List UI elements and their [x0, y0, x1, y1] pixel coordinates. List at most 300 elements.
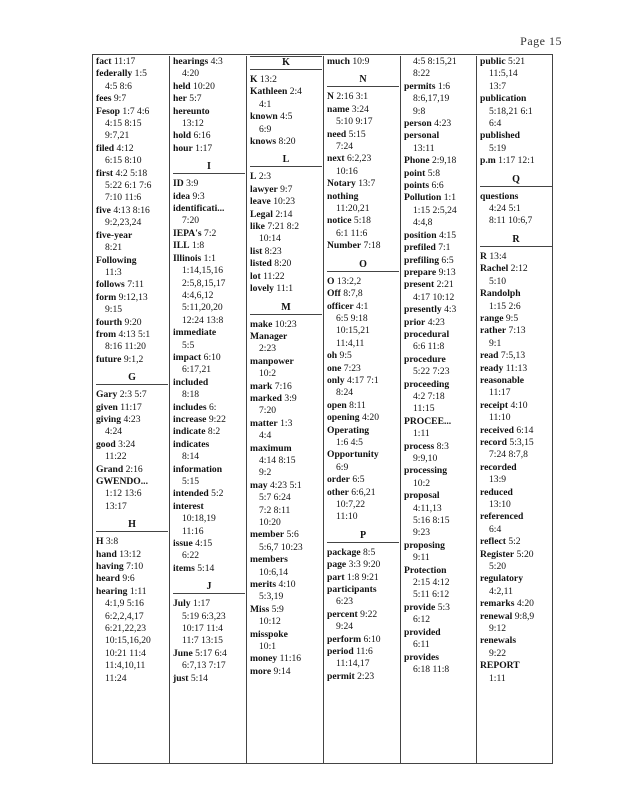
index-word: reasonable — [480, 374, 525, 386]
index-word: nothing — [327, 190, 359, 202]
index-word: present — [404, 279, 435, 291]
index-refs: 4:15 — [438, 229, 456, 241]
index-entry — [173, 81, 249, 93]
index-entry — [480, 263, 556, 275]
index-refs: 4:13 5:1 — [118, 328, 151, 340]
index-refs: 2:4 — [289, 86, 302, 98]
index-entry — [404, 230, 480, 242]
index-word: next — [327, 153, 345, 165]
index-refs: 7:23 — [343, 362, 361, 374]
section-letter: M — [250, 302, 322, 315]
index-word: receipt — [480, 399, 509, 411]
index-word: five — [96, 204, 111, 216]
index-word: H — [96, 536, 104, 548]
index-entry — [173, 178, 249, 190]
index-word: Notary — [327, 178, 356, 190]
index-word: five-year — [96, 229, 133, 241]
index-word: Grand — [96, 463, 124, 475]
index-entry-refs: 6:22 — [182, 550, 200, 562]
index-refs: 11:6 — [356, 646, 373, 658]
index-word: indicate — [173, 426, 206, 438]
index-refs: 11:17 — [120, 401, 142, 413]
index-word: Phone — [404, 155, 430, 167]
index-word: fees — [96, 93, 112, 105]
index-entry-refs: 4:4,6,12 — [182, 289, 214, 301]
index-word: prefiled — [404, 242, 436, 254]
index-entry — [250, 86, 326, 98]
index-entry-refs: 8:24 — [336, 387, 354, 399]
index-refs: 2:9,18 — [432, 155, 457, 167]
index-entry — [404, 81, 480, 93]
index-refs: 3:24 — [118, 438, 136, 450]
index-word: permits — [404, 80, 436, 92]
index-entry — [250, 196, 326, 208]
index-refs: 10:23 — [274, 318, 297, 330]
index-entry-refs: 10:1 — [259, 641, 277, 653]
index-entry-refs: 4:4,8 — [413, 217, 433, 229]
index-word: Opportunity — [327, 449, 379, 461]
index-word: indicates — [173, 438, 210, 450]
index-word: maximum — [250, 442, 292, 454]
index-word: Legal — [250, 208, 273, 220]
index-entry-refs: 6:18 11:8 — [413, 663, 450, 675]
index-refs: 9:8,9 — [514, 610, 535, 622]
index-entry — [327, 153, 403, 165]
index-word: manpower — [250, 355, 294, 367]
index-entry — [480, 93, 556, 105]
index-entry — [173, 327, 249, 339]
index-entry — [327, 240, 403, 252]
index-entry — [96, 317, 172, 329]
index-word: leave — [250, 196, 271, 208]
index-entry — [96, 292, 172, 304]
index-entry-refs: 1:11 — [489, 672, 506, 684]
index-word: Pollution — [404, 192, 442, 204]
index-entry-refs: 5:6,7 10:23 — [259, 541, 303, 553]
index-entry — [96, 205, 172, 217]
index-entry-refs: 10:16 — [336, 165, 358, 177]
index-entry-refs: 8:16 11:20 — [105, 341, 146, 353]
index-word: reflect — [480, 536, 506, 548]
index-word: just — [173, 672, 189, 684]
index-entry — [250, 331, 326, 343]
index-word: held — [173, 80, 191, 92]
index-entry — [250, 271, 326, 283]
index-word: other — [327, 486, 349, 498]
index-entry — [404, 255, 480, 267]
index-word: misspoke — [250, 628, 288, 640]
index-entry — [480, 155, 556, 167]
index-word: Off — [327, 288, 341, 300]
index-entry — [173, 93, 249, 105]
index-entry — [96, 573, 172, 585]
index-refs: 4:10 — [510, 399, 528, 411]
index-word: her — [173, 93, 187, 105]
index-entry — [404, 354, 480, 366]
index-refs: 4:13 8:16 — [113, 204, 150, 216]
index-entry — [96, 414, 172, 426]
index-word: June — [173, 647, 193, 659]
index-word: remarks — [480, 598, 515, 610]
index-entry — [173, 56, 249, 68]
index-entry — [96, 464, 172, 476]
index-refs: 2:16 3:1 — [336, 91, 369, 103]
index-word: intended — [173, 488, 209, 500]
index-entry-refs: 5:3,19 — [259, 591, 284, 603]
index-entry-refs: 11:10 — [336, 511, 358, 523]
index-word: person — [404, 118, 432, 130]
index-entry — [96, 389, 172, 401]
index-entry-refs: 11:10 — [489, 412, 511, 424]
index-word: process — [404, 440, 435, 452]
index-entry — [404, 118, 480, 130]
index-refs: 2:14 — [275, 208, 293, 220]
index-word: prior — [404, 316, 426, 328]
index-entry-refs: 5:18,21 6:1 — [489, 105, 533, 117]
index-entry — [173, 426, 249, 438]
index-entry — [404, 652, 480, 664]
index-entry-refs: 6:5 9:18 — [336, 312, 368, 324]
index-entry — [404, 304, 480, 316]
index-entry-refs: 5:11,20,20 — [182, 302, 223, 314]
index-word: lot — [250, 270, 261, 282]
index-entry — [327, 91, 403, 103]
index-word: Randolph — [480, 288, 521, 300]
index-entry — [327, 547, 403, 559]
index-entry-refs: 11:22 — [105, 451, 127, 463]
index-entry — [173, 464, 249, 476]
index-entry — [250, 604, 326, 616]
index-entry — [404, 627, 480, 639]
index-refs: 9:6 — [122, 573, 135, 585]
index-entry — [250, 246, 326, 258]
index-entry — [480, 325, 556, 337]
index-refs: 2:16 — [125, 463, 143, 475]
index-entry-refs: 6:15 8:10 — [105, 155, 142, 167]
index-entry — [404, 242, 480, 254]
index-refs: 7:10 — [126, 561, 144, 573]
index-refs: 6:5 — [352, 474, 365, 486]
index-entry — [327, 301, 403, 313]
index-word: issue — [173, 538, 193, 550]
index-entry-refs: 11:3 — [105, 266, 122, 278]
index-entry — [327, 474, 403, 486]
index-word: hereunto — [173, 105, 210, 117]
index-refs: 4:23 — [427, 316, 445, 328]
index-entry-refs: 9:1 — [489, 337, 502, 349]
index-word: K — [250, 74, 258, 85]
index-refs: 5:7 — [189, 93, 202, 105]
index-entry-refs: 7:20 — [182, 215, 200, 227]
index-entry-refs: 6:6 11:8 — [413, 341, 445, 353]
index-refs: 8:3 — [436, 440, 449, 452]
index-word: Rachel — [480, 263, 509, 275]
index-entry-refs: 13:9 — [489, 474, 507, 486]
index-entry — [327, 425, 403, 437]
index-word: Gary — [96, 389, 118, 401]
index-refs: 5:14 — [190, 672, 208, 684]
index-refs: 1:8 — [191, 240, 205, 252]
index-word: information — [173, 463, 223, 475]
index-entry-refs: 10:7,22 — [336, 499, 366, 510]
index-entry — [480, 400, 556, 412]
index-refs: 6: — [209, 401, 217, 413]
index-entry — [250, 319, 326, 331]
index-word: may — [250, 479, 268, 491]
index-refs: 1:17 — [195, 142, 213, 154]
index-word: hearing — [96, 585, 128, 597]
index-word: O — [327, 275, 335, 287]
index-refs: 7:13 — [508, 325, 526, 337]
index-entry — [250, 579, 326, 591]
index-entry-refs: 5:10 9:17 — [336, 116, 373, 128]
index-entry-refs: 10:18,19 — [182, 513, 216, 525]
index-entry-refs: 5:5 — [182, 339, 195, 351]
index-entry — [250, 529, 326, 541]
index-entry — [404, 329, 480, 341]
index-refs: 5:21 — [508, 56, 526, 67]
index-refs: 4:20 — [516, 598, 534, 610]
index-word: fact — [96, 56, 112, 67]
index-refs: 6:14 — [516, 424, 534, 436]
index-word: personal — [404, 130, 440, 142]
index-entry-refs: 6:9 — [259, 123, 272, 135]
index-refs: 5:18 — [353, 215, 371, 227]
index-refs: 11:16 — [279, 653, 302, 665]
index-word: interest — [173, 500, 204, 512]
index-entry — [250, 283, 326, 295]
index-entry — [96, 279, 172, 291]
index-refs: 2:3 5:7 — [119, 389, 147, 401]
index-entry — [480, 251, 556, 263]
index-entry — [404, 192, 480, 204]
index-entry — [327, 646, 403, 658]
index-entry — [404, 267, 480, 279]
index-entry-refs: 10:20 — [259, 517, 281, 528]
index-word: proposal — [404, 490, 440, 502]
index-entry — [480, 288, 556, 300]
index-column-3 — [246, 56, 326, 763]
index-entry — [480, 363, 556, 375]
index-word: recorded — [480, 461, 517, 473]
index-entry-refs: 7:2 8:11 — [259, 504, 291, 516]
index-refs: 1:17 12:1 — [498, 155, 535, 167]
index-entry — [404, 416, 480, 428]
index-word: received — [480, 424, 514, 436]
index-entry — [327, 215, 403, 227]
index-entry — [96, 476, 172, 488]
section-letter: G — [96, 372, 168, 385]
index-entry-refs: 13:7 — [489, 80, 507, 92]
index-refs: 4:12 — [116, 142, 134, 154]
index-entry — [96, 255, 172, 267]
index-word: presently — [404, 304, 442, 316]
index-word: list — [250, 245, 263, 257]
index-refs: 6:5 — [441, 254, 454, 266]
index-entry-refs: 10:15,21 — [336, 325, 370, 337]
index-word: prefiling — [404, 254, 440, 266]
index-entry — [173, 598, 249, 610]
index-word: Miss — [250, 603, 270, 615]
index-refs: 9:12,13 — [118, 291, 148, 303]
index-entry-refs: 9:2,23,24 — [105, 217, 142, 229]
index-word: mark — [250, 380, 273, 392]
index-entry-refs: 11:16 — [182, 525, 204, 537]
index-refs: 7:21 8:2 — [267, 221, 300, 233]
index-refs: 9:20 — [124, 316, 142, 328]
index-entry-refs: 13:17 — [105, 500, 127, 512]
index-refs: 2:23 — [357, 670, 375, 682]
index-entry — [173, 377, 249, 389]
index-word: permit — [327, 670, 355, 682]
index-word: p.m — [480, 155, 496, 167]
index-entry-refs: 11:20,21 — [336, 203, 370, 215]
index-refs: 9:13 — [438, 266, 456, 278]
index-refs: 13:7 — [358, 178, 376, 190]
index-word: July — [173, 598, 191, 610]
index-entry-refs: 11:17 — [489, 387, 511, 399]
index-word: points — [404, 180, 430, 192]
index-entry — [250, 666, 326, 678]
index-refs: 8:20 — [274, 258, 292, 270]
index-word: includes — [173, 401, 207, 413]
index-entry-refs: 9:7,21 — [105, 130, 130, 142]
index-word: identificati... — [173, 203, 225, 215]
index-word: members — [250, 554, 288, 566]
index-entry-refs: 9:11 — [413, 552, 430, 564]
section-letter: R — [480, 234, 552, 247]
index-entry-refs: 4:24 — [105, 426, 123, 438]
section-letter: J — [173, 581, 245, 594]
index-entry — [173, 439, 249, 451]
index-entry-refs: 4:24 5:1 — [489, 203, 521, 215]
index-entry-refs: 8:21 — [105, 242, 123, 254]
index-entry-refs: 8:22 — [413, 68, 431, 80]
index-refs: 1:6 — [437, 80, 451, 92]
index-entry — [327, 129, 403, 141]
index-word: Number — [327, 240, 362, 252]
index-entry — [480, 375, 556, 387]
index-entry-refs: 11:15 — [413, 403, 435, 415]
index-word: member — [250, 529, 285, 541]
index-entry-refs: 4:2,11 — [489, 585, 513, 597]
index-entry-refs: 13:12 — [182, 118, 204, 130]
index-entry — [480, 511, 556, 523]
index-refs: 3:9 — [284, 392, 297, 404]
index-entry-refs: 4:1 — [259, 98, 272, 110]
index-entry — [96, 56, 172, 68]
index-entry — [327, 350, 403, 362]
index-refs: 1:11 — [129, 585, 147, 597]
index-entry-refs: 4:17 10:12 — [413, 291, 455, 303]
index-refs: 6:6,21 — [351, 486, 376, 498]
index-word: one — [327, 362, 342, 374]
index-entry-refs: 5:11 6:12 — [413, 589, 450, 601]
index-entry-refs: 7:20 — [259, 405, 277, 417]
index-refs: 6:16 — [193, 130, 211, 142]
index-entry-refs: 10:15,16,20 — [105, 635, 151, 647]
index-word: name — [327, 103, 350, 115]
index-entry — [480, 425, 556, 437]
index-word: L — [250, 171, 257, 183]
index-refs: 5:8 — [427, 167, 441, 179]
index-word: Manager — [250, 330, 288, 342]
index-refs: 6:6 — [431, 180, 444, 192]
index-refs: 4:2 5:18 — [115, 167, 148, 179]
index-word: merits — [250, 579, 277, 591]
index-entry — [480, 56, 556, 68]
index-entry-refs: 5:22 6:1 7:6 — [105, 180, 152, 192]
index-entry-refs: 6:4 — [489, 523, 502, 535]
index-refs: 7:16 — [274, 380, 292, 392]
index-entry — [250, 258, 326, 270]
index-word: hold — [173, 130, 192, 142]
index-word: Operating — [327, 424, 370, 436]
index-entry — [480, 313, 556, 325]
index-refs: 2:21 — [436, 279, 454, 291]
index-word: perform — [327, 633, 362, 645]
index-refs: 5:14 — [197, 562, 215, 574]
index-column-1 — [93, 56, 172, 763]
index-refs: 7:18 — [363, 240, 381, 252]
index-entry — [327, 191, 403, 203]
index-refs: 8:23 — [264, 245, 282, 257]
index-word: renewal — [480, 610, 513, 622]
index-entry-refs: 4:5 8:6 — [105, 80, 132, 92]
index-refs: 3:3 9:20 — [348, 559, 381, 571]
index-entry — [250, 356, 326, 368]
index-entry — [173, 143, 249, 155]
section-letter: Q — [480, 174, 552, 187]
index-word: lawyer — [250, 183, 278, 195]
index-entry — [173, 673, 249, 685]
index-entry — [327, 363, 403, 375]
index-entry-refs: 10:6,14 — [259, 566, 289, 578]
index-word: period — [327, 646, 354, 658]
index-entry-refs: 4:14 8:15 — [259, 454, 296, 466]
index-entry — [404, 180, 480, 192]
page-number: Page 15 — [520, 34, 562, 48]
index-refs: 5:3 — [437, 601, 450, 613]
index-entry-refs: 6:9 — [336, 461, 349, 473]
index-entry-refs: 5:19 — [489, 142, 507, 154]
index-entry — [327, 609, 403, 621]
index-word: make — [250, 318, 273, 330]
index-refs: 11:22 — [263, 270, 285, 282]
index-entry-refs: 6:21,22,23 — [105, 623, 147, 635]
index-word: filed — [96, 142, 115, 154]
index-entry-refs: 2:23 — [259, 343, 277, 355]
index-entry-refs: 5:10 — [489, 275, 507, 287]
index-entry — [327, 375, 403, 387]
index-entry — [173, 414, 249, 426]
index-entry — [327, 449, 403, 461]
index-refs: 10:23 — [273, 196, 296, 208]
index-entry-refs: 6:2,2,4,17 — [105, 610, 144, 622]
index-refs: 6:10 — [203, 351, 221, 363]
index-entry-refs: 9:9,10 — [413, 453, 438, 464]
index-word: only — [327, 374, 345, 386]
index-word: GWENDO... — [96, 476, 148, 487]
index-entry-refs: 1:15 2:6 — [489, 300, 521, 312]
index-entry — [173, 501, 249, 513]
index-entry-refs: 13:11 — [413, 142, 435, 154]
section-letter: N — [327, 74, 399, 87]
index-entry — [250, 381, 326, 393]
index-word: follows — [96, 279, 125, 291]
index-refs: 3:9 — [186, 178, 199, 190]
index-entry-refs: 9:8 — [413, 105, 426, 117]
